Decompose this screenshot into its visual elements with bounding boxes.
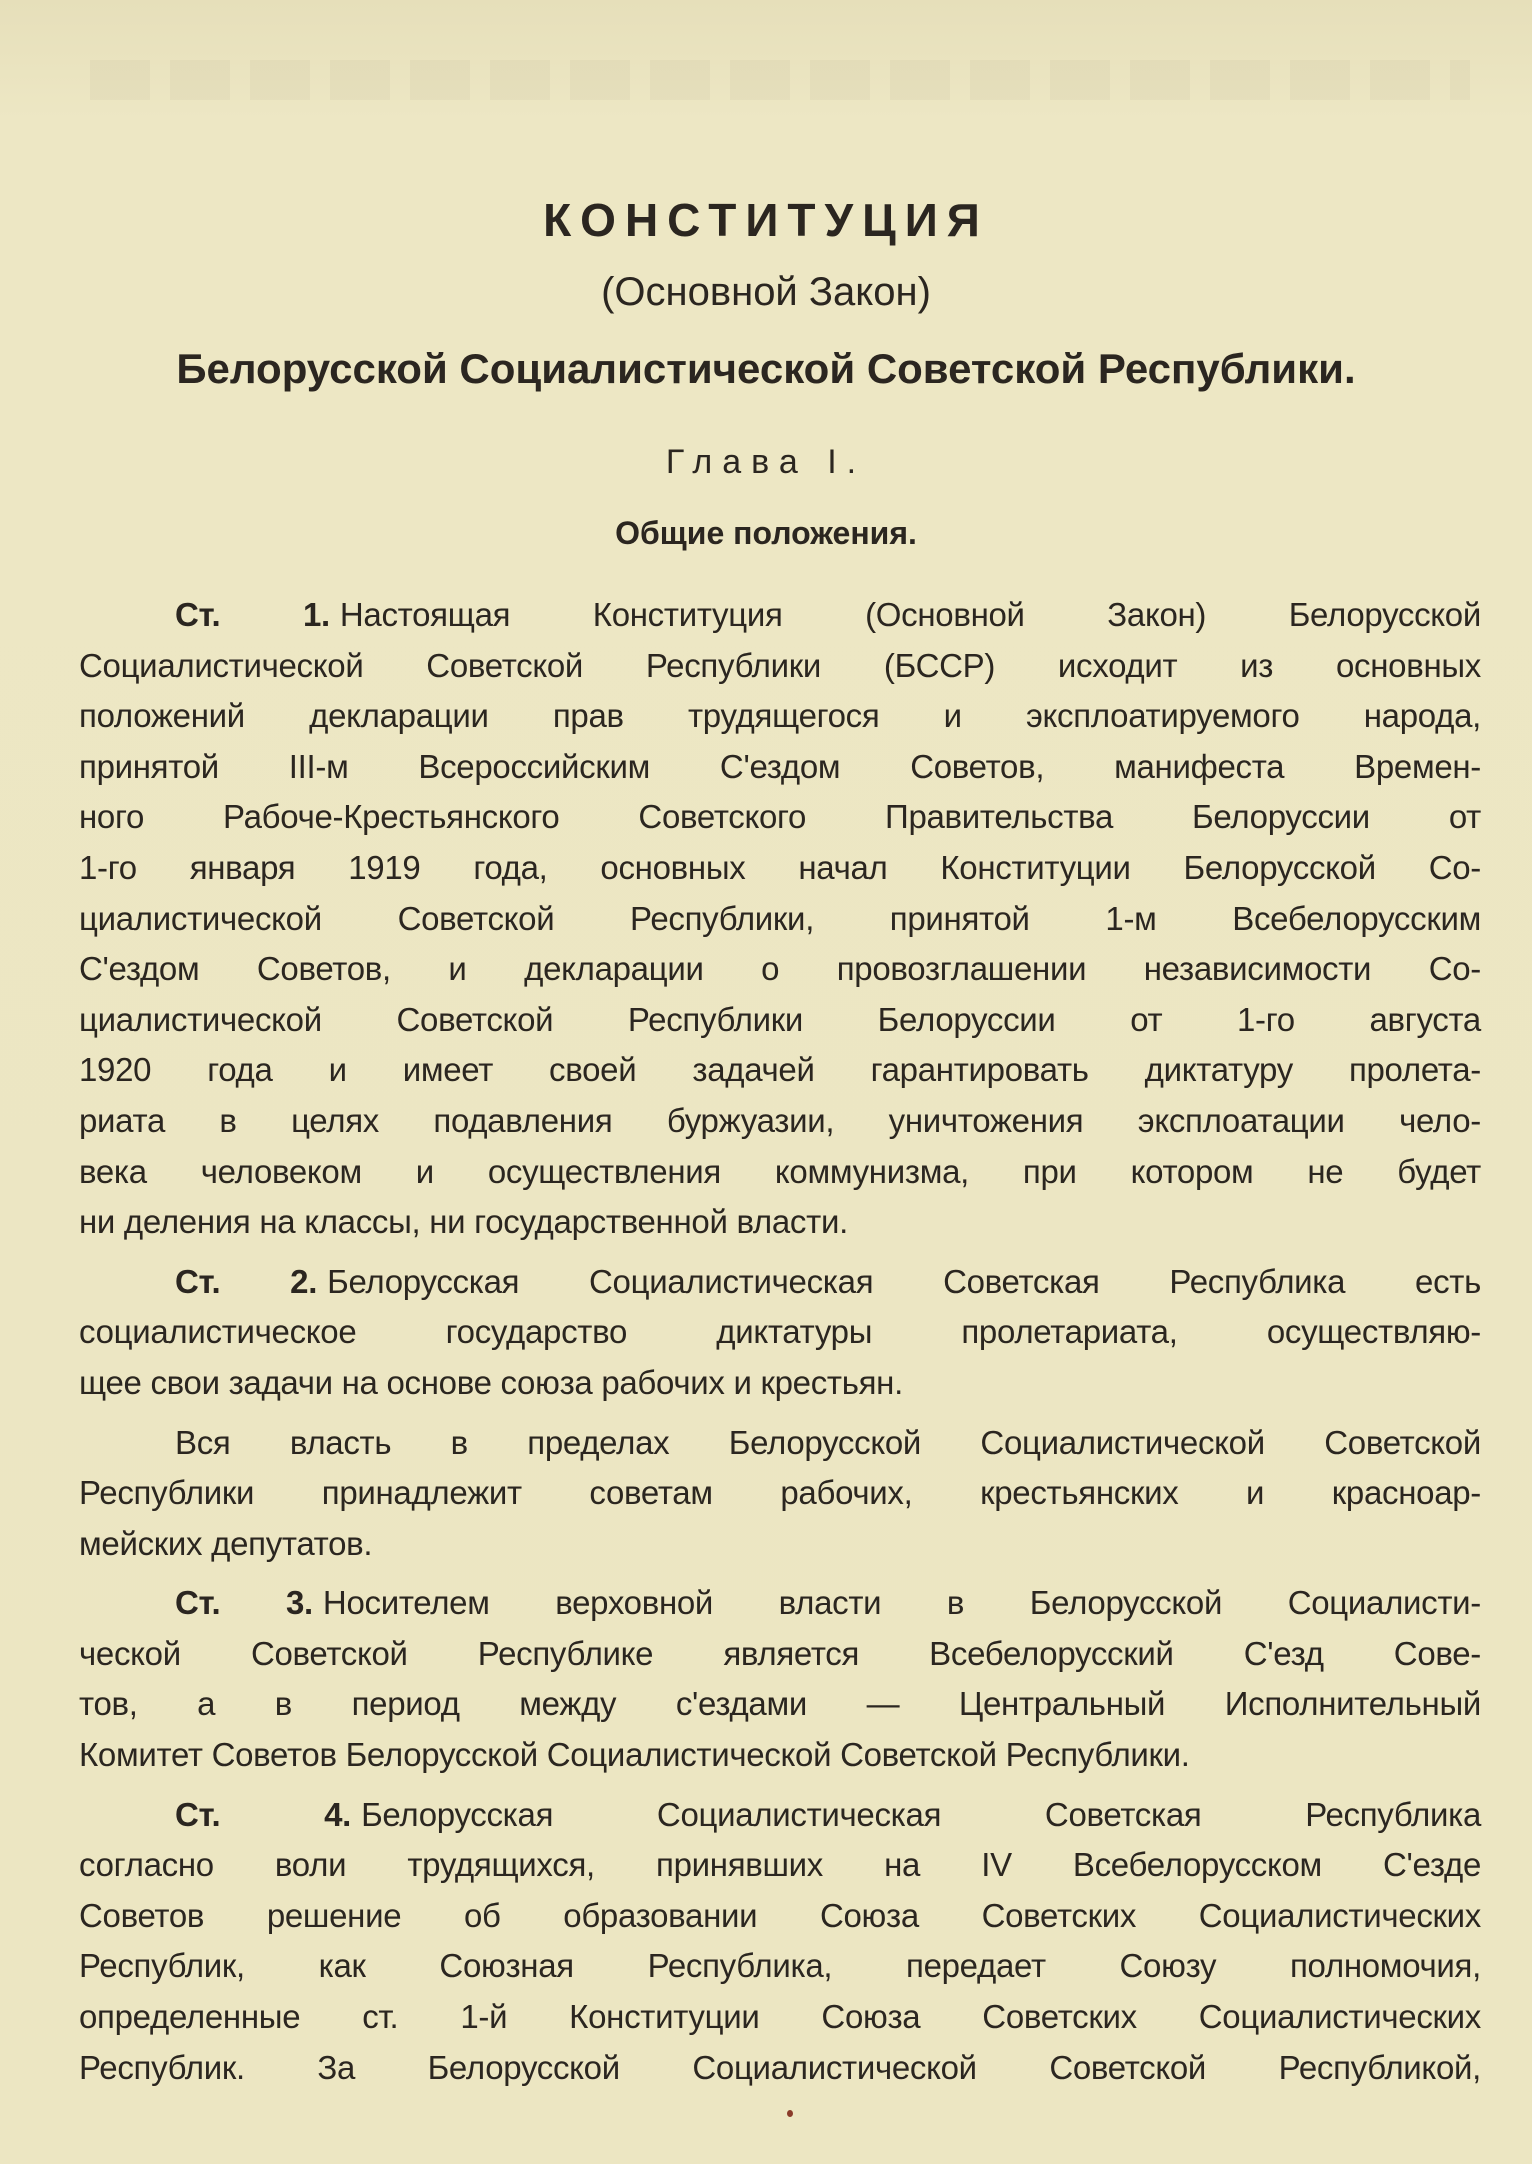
document-subtitle: (Основной Закон) [601,270,931,314]
line-text: Республик. За Белорусской Социалистической Советской Республикой, [79,2048,1481,2086]
line-text: 1-го января 1919 года, основных начал Конституции Белорусской Со- [79,848,1481,886]
text-line [79,1941,1481,1992]
bleed-through-text [90,60,1470,100]
line-text: принятой III-м Всероссийским С'ездом Советов, манифеста Времен- [79,747,1481,785]
text-line [79,944,1481,995]
text-line [79,2043,1481,2094]
line-text: циалистической Советской Республики Белоруссии от 1-го августа [79,1000,1481,1038]
text-line [79,1197,1481,1248]
line-text: Республик, как Союзная Республика, передает Союзу полномочия, [79,1947,1481,1985]
line-text: циалистической Советской Республики, принятой 1-м Всебелорусским [79,899,1481,937]
text-line [79,1578,1481,1629]
article-3 [79,1578,1481,1780]
ink-spot [787,2110,793,2117]
text-line [79,1358,1481,1409]
article-1 [79,590,1481,1248]
text-line [79,742,1481,793]
text-line [79,1307,1481,1358]
text-line [79,1629,1481,1680]
document-title: КОНСТИТУЦИЯ [543,194,989,246]
text-line [79,1257,1481,1308]
text-line [79,995,1481,1046]
article-2 [79,1257,1481,1409]
text-line [79,641,1481,692]
line-text: С'ездом Советов, и декларации о провозглашении независимости Со- [79,950,1481,988]
line-text: Комитет Советов Белорусской Социалистической Советской Республики. [79,1736,1190,1774]
line-text: тов, а в период между с'ездами — Центральный Исполнительный [79,1685,1481,1723]
line-text: века человеком и осуществления коммунизма, при котором не будет [79,1152,1481,1190]
text-line [79,1147,1481,1198]
text-line [79,1891,1481,1942]
section-heading: Общие положения. [615,515,917,551]
text-line [79,792,1481,843]
line-text: Настоящая Конституция (Основной Закон) Белорусской [339,596,1481,633]
republic-name: Белорусской Социалистической Советской Республики. [176,345,1356,392]
line-text: Белорусская Социалистическая Советская Республика есть [327,1262,1481,1300]
text-line [79,1992,1481,2043]
text-line [79,1679,1481,1730]
text-line [79,843,1481,894]
article-4 [79,1790,1481,2094]
text-line [79,1468,1481,1519]
line-text: определенные ст. 1-й Конституции Союза Советских Социалистических [79,1998,1481,2036]
article-label: Ст. 3. [175,1584,313,1622]
line-text: 1920 года и имеет своей задачей гарантировать диктатуру пролета- [79,1051,1481,1089]
line-text: социалистическое государство диктатуры пролетариата, осуществляю- [79,1313,1481,1351]
line-text: Вся власть в пределах Белорусской Социалистической Советской [175,1423,1481,1461]
article-label: Ст. 1. [175,596,330,633]
line-text: мейских депутатов. [79,1524,373,1562]
text-line [79,1096,1481,1147]
text-line [79,691,1481,742]
text-line [79,1730,1481,1781]
line-text: положений декларации прав трудящегося и эксплоатируемого народа, [79,697,1481,735]
line-text: Советов решение об образовании Союза Советских Социалистических [79,1896,1481,1934]
text-line [79,1418,1481,1469]
line-text: Республики принадлежит советам рабочих, крестьянских и красноар- [79,1474,1481,1512]
line-text: ческой Советской Республике является Всебелорусский С'езд Сове- [79,1634,1481,1672]
article-label: Ст. 4. [175,1795,352,1833]
line-text: щее свои задачи на основе союза рабочих и крестьян. [79,1363,903,1401]
line-text: ного Рабоче-Крестьянского Советского Правительства Белоруссии от [79,798,1481,836]
text-line [79,894,1481,945]
text-line [79,1840,1481,1891]
line-text: ни деления на классы, ни государственной власти. [79,1203,848,1241]
chapter-heading: Глава I. [665,443,867,481]
document-body [79,590,1481,2093]
line-text: Носителем верховной власти в Белорусской Социалисти- [322,1584,1481,1622]
paragraph [79,1418,1481,1570]
line-text: согласно воли трудящихся, принявших на IV Всебелорусском С'езде [79,1846,1481,1884]
line-text: Белорусская Социалистическая Советская Республика [361,1795,1482,1833]
text-line [79,1790,1481,1841]
text-line [79,1045,1481,1096]
text-line [79,590,1481,641]
line-text: риата в целях подавления буржуазии, уничтожения эксплоатации чело- [79,1101,1481,1139]
article-label: Ст. 2. [175,1262,318,1300]
text-line [79,1519,1481,1570]
line-text: Социалистической Советской Республики (БССР) исходит из основных [79,646,1481,684]
